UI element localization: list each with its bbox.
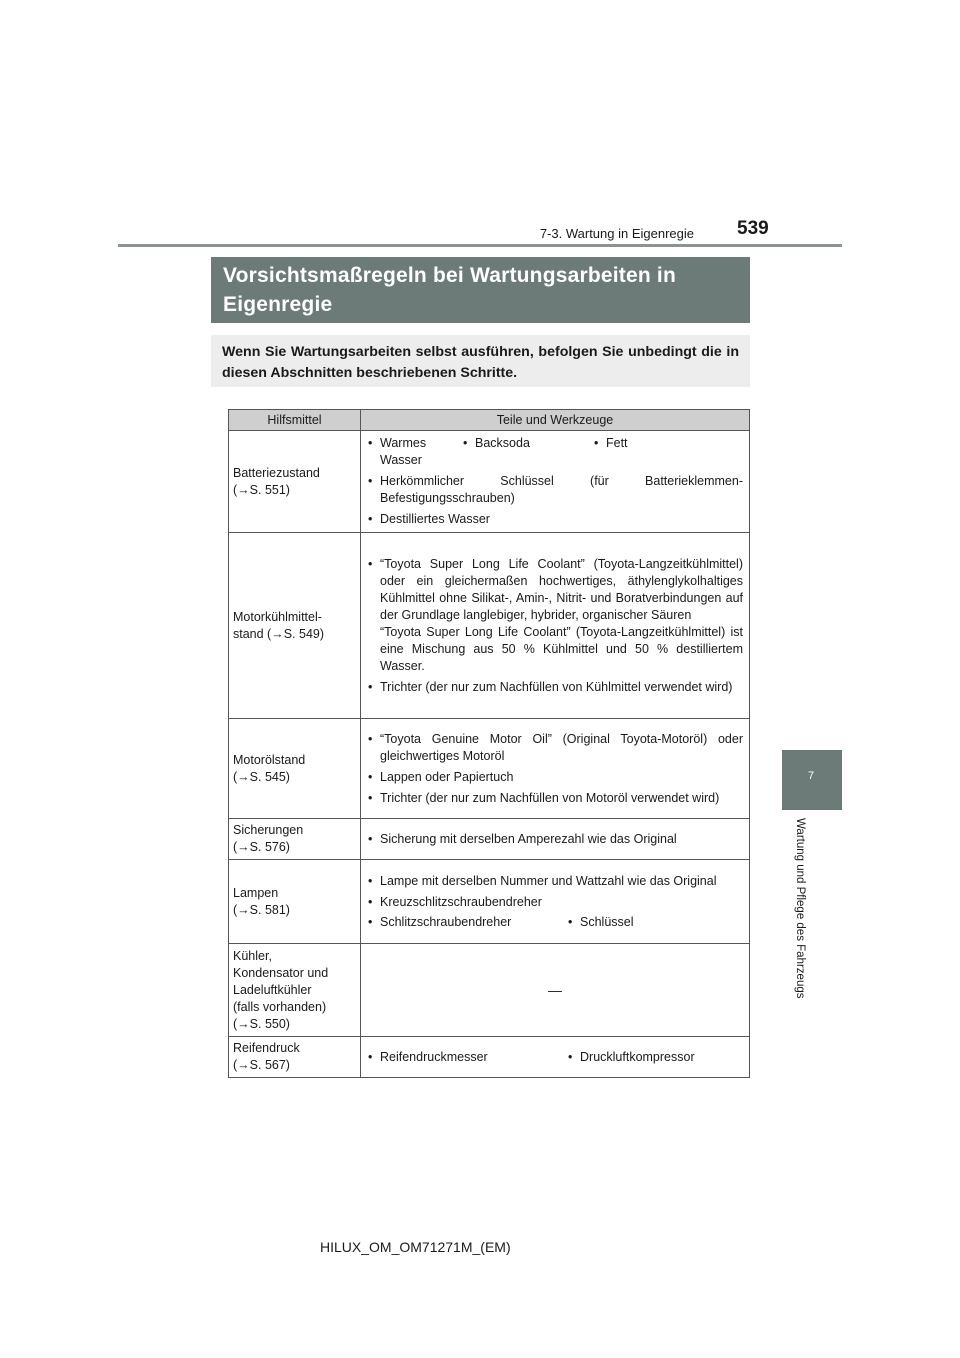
tool-page-ref: (→S. 567): [233, 1058, 290, 1072]
page-number: 539: [737, 218, 769, 239]
list-item: • Schlitzschraubendreher: [367, 914, 567, 931]
tool-name: Sicherungen: [233, 823, 304, 837]
table-row: [229, 533, 750, 719]
tool-page-ref: stand (→S. 549): [233, 626, 325, 641]
parts-list: [367, 831, 743, 848]
table-header-row: [229, 410, 750, 431]
tool-cell: [229, 944, 361, 1037]
tool-name: Reifendruck: [233, 1041, 300, 1055]
tool-cell: [229, 1037, 361, 1078]
parts-inline-list: [367, 914, 743, 931]
tool-page-ref: (→S. 581): [233, 902, 290, 917]
tool-name: Kühler,: [233, 948, 272, 963]
parts-inline-list: [367, 1049, 743, 1066]
tool-page-ref: (→S. 551): [233, 482, 290, 497]
empty-dash: —: [548, 981, 562, 998]
list-item: • Trichter (der nur zum Nachfüllen von Motoröl verwendet wird): [367, 790, 743, 807]
list-item: • Reifendruckmesser: [367, 1049, 567, 1066]
parts-list: [367, 473, 743, 528]
tool-cell: [229, 819, 361, 860]
table-row: [229, 719, 750, 819]
chapter-title: Wartung und Pflege des Fahrzeugs: [794, 818, 806, 999]
tool-name: Motorölstand: [233, 752, 306, 767]
list-item: [367, 556, 743, 675]
list-item: • Lappen oder Papiertuch: [367, 769, 743, 786]
tool-page-ref: (→S. 550): [233, 1016, 290, 1031]
list-item: • Trichter (der nur zum Nachfüllen von Kühlmittel verwendet wird): [367, 679, 743, 696]
tool-name: Ladeluftkühler: [233, 982, 312, 997]
parts-list: [367, 873, 743, 911]
list-item: • Druckluftkompressor: [567, 1049, 695, 1066]
intro-text: Wenn Sie Wartungsarbeiten selbst ausführen, befolgen Sie unbedingt die in diesen Abschnitten beschriebenen Schritte.: [211, 335, 750, 387]
parts-cell: [361, 819, 750, 860]
tool-cell: [229, 719, 361, 819]
parts-cell: [361, 431, 750, 533]
parts-cell: [361, 719, 750, 819]
tool-name: Lampen: [233, 885, 279, 900]
table-row: [229, 944, 750, 1037]
parts-cell: [361, 533, 750, 719]
list-item: • Lampe mit derselben Nummer und Wattzahl wie das Original: [367, 873, 743, 890]
tool-cell: [229, 533, 361, 719]
list-item: • Fett: [593, 435, 628, 469]
tool-name: Kondensator und: [233, 965, 329, 980]
table-row: [229, 819, 750, 860]
list-item: • “Toyota Genuine Motor Oil” (Original Toyota-Motoröl) oder gleichwertiges Motoröl: [367, 731, 743, 765]
tool-page-ref: (→S. 545): [233, 769, 290, 784]
page-title: Vorsichtsmaßregeln bei Wartungsarbeiten in Eigenregie: [211, 257, 750, 323]
tool-cell: [229, 860, 361, 944]
list-item: • Sicherung mit derselben Amperezahl wie das Original: [367, 831, 743, 848]
header-divider: [118, 244, 842, 247]
tool-name: Batteriezustand: [233, 465, 320, 480]
tool-page-ref: (→S. 576): [233, 840, 290, 854]
table-row: [229, 860, 750, 944]
list-item: • Herkömmlicher Schlüssel (für Batterieklemmen-Befestigungsschrauben): [367, 473, 743, 507]
parts-cell-empty: [361, 944, 750, 1037]
parts-cell: [361, 860, 750, 944]
list-item: • Backsoda: [462, 435, 593, 469]
list-item-note: “Toyota Super Long Life Coolant” (Toyota-Langzeitkühlmittel) ist eine Mischung aus 50 % Kühlmittel und 50 % destilliertem Wasser.: [380, 624, 743, 673]
chapter-number: 7: [808, 770, 815, 782]
tool-name: (falls vorhanden): [233, 999, 327, 1014]
parts-cell: [361, 1037, 750, 1078]
section-reference: 7-3. Wartung in Eigenregie: [539, 226, 694, 241]
header-tools: Hilfsmittel: [229, 410, 361, 431]
table-row: [229, 431, 750, 533]
list-item: • Schlüssel: [567, 914, 634, 931]
document-code: HILUX_OM_OM71271M_(EM): [320, 1239, 511, 1255]
header-parts: Teile und Werkzeuge: [361, 410, 750, 431]
list-item: • Destilliertes Wasser: [367, 511, 743, 528]
parts-list: [367, 731, 743, 807]
tool-cell: [229, 431, 361, 533]
list-item: • Warmes Wasser: [367, 435, 462, 469]
parts-inline-list: [367, 435, 743, 469]
list-item: • Kreuzschlitzschraubendreher: [367, 894, 743, 911]
parts-list: [367, 556, 743, 696]
chapter-tab: [782, 750, 842, 810]
tool-name: Motorkühlmittel-: [233, 609, 322, 624]
list-item-text: “Toyota Super Long Life Coolant” (Toyota-Langzeitkühlmittel) oder ein gleichermaßen hochwertiges, äthylenglykolhaltiges Kühlmittel ohne Silikat-, Amin-, Nitrit- und Boratverbindungen auf der Grundlage langlebiger, hybrider, organischer Säuren: [380, 556, 743, 622]
table-row: [229, 1037, 750, 1078]
tools-table: [228, 409, 750, 1078]
